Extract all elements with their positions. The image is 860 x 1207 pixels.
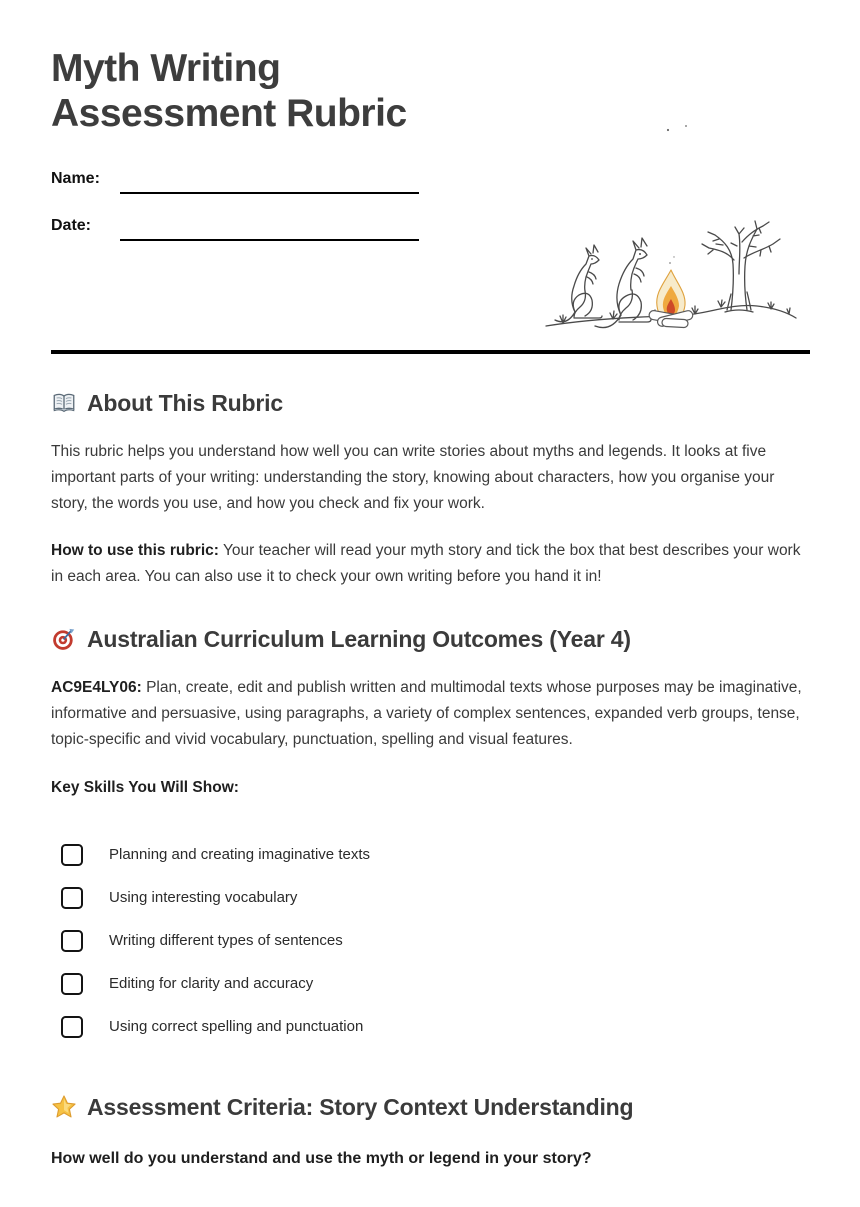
curriculum-code-text: Plan, create, edit and publish written and multimodal texts whose purposes may be imaginative, informative and persuasive, using paragraphs, a variety of complex sentences, expanded verb groups, tense, topic-specific and vivid vocabulary, punctuation, spelling and visual features. bbox=[51, 679, 802, 748]
sky-dot bbox=[685, 125, 687, 127]
target-icon bbox=[51, 626, 77, 652]
checklist-item bbox=[61, 884, 810, 911]
about-heading-text: About This Rubric bbox=[87, 390, 283, 416]
curriculum-heading bbox=[51, 624, 810, 654]
checklist-item bbox=[61, 841, 810, 868]
campfire bbox=[648, 256, 693, 327]
section-divider bbox=[51, 350, 810, 354]
checklist-item bbox=[61, 1013, 810, 1040]
skill-label-2: Using interesting vocabulary bbox=[109, 889, 298, 906]
checklist-item bbox=[61, 927, 810, 954]
skill-checkbox-1[interactable] bbox=[61, 844, 83, 866]
page-title: Myth Writing Assessment Rubric bbox=[51, 47, 407, 135]
sky-dot bbox=[667, 129, 669, 131]
skill-checkbox-2[interactable] bbox=[61, 887, 83, 909]
checklist-item bbox=[61, 970, 810, 997]
star-icon bbox=[51, 1094, 77, 1120]
curriculum-outcome-paragraph bbox=[51, 675, 810, 753]
skill-label-5: Using correct spelling and punctuation bbox=[109, 1018, 364, 1035]
kangaroo-campfire-drawing bbox=[543, 114, 799, 334]
skill-checkbox-3[interactable] bbox=[61, 930, 83, 952]
document-page bbox=[0, 46, 860, 1172]
criteria-heading-text: Assessment Criteria: Story Context Understanding bbox=[87, 1094, 634, 1120]
about-body-text: This rubric helps you understand how well you can write stories about myths and legends. It looks at five important parts of your writing: understanding the story, knowing about characters, how you organise your story, the words you use, and how you check and fix your work. bbox=[51, 443, 775, 512]
kangaroo-small bbox=[555, 245, 602, 322]
skill-label-4: Editing for clarity and accuracy bbox=[109, 975, 314, 992]
date-field-line[interactable] bbox=[120, 215, 419, 241]
name-field-line[interactable] bbox=[120, 168, 419, 194]
curriculum-code-label: AC9E4LY06: bbox=[51, 679, 142, 696]
skill-checkbox-4[interactable] bbox=[61, 973, 83, 995]
campfire-illustration bbox=[543, 114, 799, 334]
skill-label-1: Planning and creating imaginative texts bbox=[109, 846, 370, 863]
criteria-question: How well do you understand and use the myth or legend in your story? bbox=[51, 1150, 592, 1167]
how-to-use-paragraph bbox=[51, 538, 810, 590]
key-skills-checklist bbox=[61, 841, 810, 1040]
criteria-heading bbox=[51, 1092, 810, 1122]
date-label: Date: bbox=[51, 217, 92, 234]
name-label: Name: bbox=[51, 170, 100, 187]
about-heading bbox=[51, 388, 810, 418]
how-to-use-text: Your teacher will read your myth story and tick the box that best describes your work in each area. You can also use it to check your own writing before you hand it in! bbox=[51, 542, 801, 585]
skill-checkbox-5[interactable] bbox=[61, 1016, 83, 1038]
curriculum-heading-text: Australian Curriculum Learning Outcomes (Year 4) bbox=[87, 626, 631, 652]
bare-tree bbox=[702, 221, 780, 312]
how-to-use-label: How to use this rubric: bbox=[51, 542, 219, 559]
key-skills-heading: Key Skills You Will Show: bbox=[51, 779, 239, 796]
kangaroo-large bbox=[595, 238, 651, 328]
skill-label-3: Writing different types of sentences bbox=[109, 932, 343, 949]
book-icon bbox=[51, 390, 77, 416]
